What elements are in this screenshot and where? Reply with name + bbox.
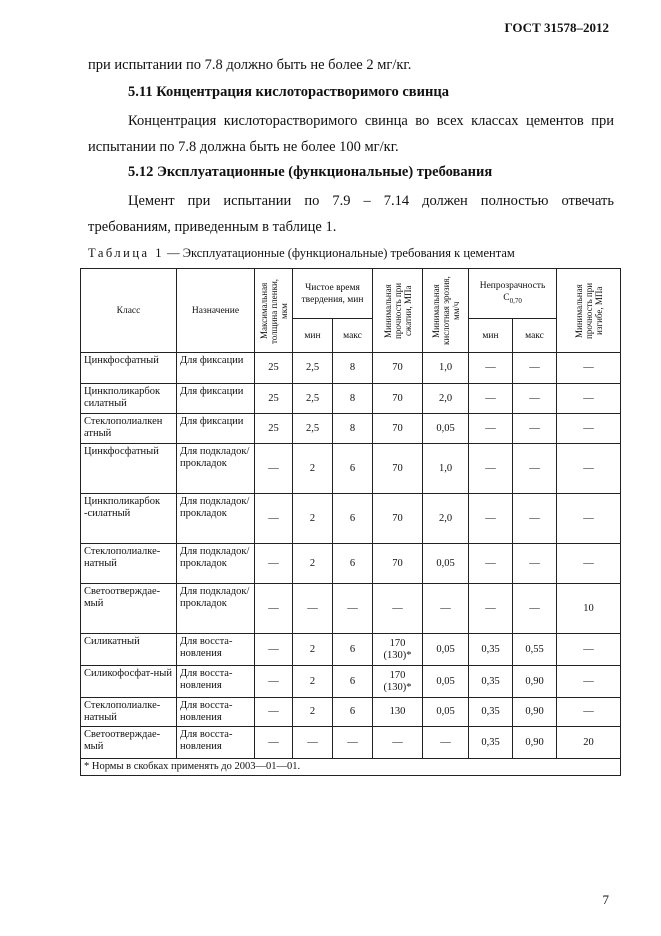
cell-value: 70: [373, 414, 423, 444]
cell-value: 6: [333, 634, 373, 666]
paragraph-requirements: Цемент при испытании по 7.9 – 7.14 должен полностью отвечать требованиям, приведенным в таблице 1.: [88, 193, 614, 235]
cell-value: 10: [557, 584, 621, 634]
cell-value: 0,05: [423, 414, 469, 444]
cell-value: —: [333, 584, 373, 634]
cell-value: —: [469, 353, 513, 384]
cell-value: 0,05: [423, 698, 469, 727]
cell-class: Цинкфосфатный: [81, 353, 177, 384]
cell-value: —: [557, 384, 621, 414]
cell-value: —: [255, 494, 293, 544]
cell-value: —: [469, 384, 513, 414]
cell-class: Стеклополиалкен атный: [81, 414, 177, 444]
cell-purpose: Для фиксации: [177, 353, 255, 384]
requirements-table: [80, 268, 621, 776]
cell-value: —: [255, 666, 293, 698]
table-caption: [88, 246, 515, 261]
header-erosion: Минимальная кислотная эрозия, мм/ч: [423, 269, 469, 353]
cell-purpose: Для подкладок/ прокладок: [177, 584, 255, 634]
section-heading-5-11: 5.11 Концентрация кислоторастворимого свинца: [128, 84, 449, 100]
cell-class: Светоотверждае-мый: [81, 584, 177, 634]
section-heading-5-12: 5.12 Эксплуатационные (функциональные) требования: [128, 164, 493, 180]
table-row: [81, 544, 621, 584]
cell-value: —: [293, 727, 333, 759]
cell-value: 20: [557, 727, 621, 759]
cell-value: —: [557, 414, 621, 444]
cell-value: 8: [333, 384, 373, 414]
cell-value: —: [373, 727, 423, 759]
cell-value: 2,0: [423, 494, 469, 544]
cell-value: 70: [373, 494, 423, 544]
cell-value: —: [557, 698, 621, 727]
header-opacity: Непрозрачность $C_{0,70}$: [469, 269, 557, 319]
cell-class: Силикофосфат-ный: [81, 666, 177, 698]
table-body: [81, 353, 621, 759]
cell-value: —: [513, 414, 557, 444]
cell-purpose: Для подкладок/ прокладок: [177, 544, 255, 584]
cell-value: 170 (130)*: [373, 634, 423, 666]
header-thickness: Максимальная толщина пленки, мкм: [255, 269, 293, 353]
cell-value: —: [333, 727, 373, 759]
cell-value: 70: [373, 353, 423, 384]
table-caption-label: Таблица 1: [88, 246, 164, 260]
cell-value: 70: [373, 544, 423, 584]
cell-purpose: Для подкладок/ прокладок: [177, 494, 255, 544]
header-compressive: Минимальная прочность при сжатии, МПа: [373, 269, 423, 353]
cell-value: —: [513, 384, 557, 414]
cell-value: —: [557, 544, 621, 584]
header-setting-min: мин: [293, 319, 333, 353]
cell-purpose: Для восста-новления: [177, 666, 255, 698]
table-row: [81, 353, 621, 384]
cell-value: 0,35: [469, 666, 513, 698]
header-setting-time: Чистое время твердения, мин: [293, 269, 373, 319]
cell-class: Силикатный: [81, 634, 177, 666]
cell-value: 2,0: [423, 384, 469, 414]
cell-value: 2: [293, 698, 333, 727]
header-class: Класс: [81, 269, 177, 353]
cell-value: 25: [255, 384, 293, 414]
cell-value: 0,90: [513, 727, 557, 759]
table-note: * Нормы в скобках применять до 2003—01—01.: [81, 759, 621, 776]
cell-value: 6: [333, 666, 373, 698]
cell-value: 2: [293, 494, 333, 544]
cell-value: —: [423, 727, 469, 759]
cell-purpose: Для фиксации: [177, 414, 255, 444]
cell-value: —: [557, 353, 621, 384]
cell-value: 2: [293, 544, 333, 584]
header-flexural: Минимальная прочность при изгибе, МПа: [557, 269, 621, 353]
table-caption-text: — Эксплуатационные (функциональные) требования к цементам: [163, 246, 515, 260]
cell-value: —: [255, 444, 293, 494]
cell-value: 6: [333, 544, 373, 584]
cell-class: Стеклополиалке-натный: [81, 698, 177, 727]
cell-value: —: [469, 584, 513, 634]
cell-value: —: [469, 544, 513, 584]
cell-value: 6: [333, 444, 373, 494]
cell-value: —: [255, 544, 293, 584]
cell-value: —: [255, 727, 293, 759]
cell-value: 6: [333, 698, 373, 727]
cell-purpose: Для фиксации: [177, 384, 255, 414]
cell-value: —: [373, 584, 423, 634]
cell-value: 0,35: [469, 727, 513, 759]
header-purpose: Назначение: [177, 269, 255, 353]
cell-value: —: [255, 698, 293, 727]
cell-value: 0,05: [423, 544, 469, 584]
cell-value: —: [255, 584, 293, 634]
cell-value: —: [557, 444, 621, 494]
cell-class: Светоотверждае-мый: [81, 727, 177, 759]
cell-class: Цинкфосфатный: [81, 444, 177, 494]
cell-value: —: [513, 353, 557, 384]
cell-value: —: [513, 544, 557, 584]
cell-value: 130: [373, 698, 423, 727]
paragraph-lead: при испытании по 7.8 должно быть не более 2 мг/кг.: [88, 57, 412, 73]
cell-value: 170 (130)*: [373, 666, 423, 698]
table-row: [81, 727, 621, 759]
cell-class: Цинкполикарбок силатный: [81, 384, 177, 414]
cell-value: 25: [255, 414, 293, 444]
cell-value: —: [513, 494, 557, 544]
header-opacity-min: мин: [469, 319, 513, 353]
cell-value: 6: [333, 494, 373, 544]
cell-value: —: [255, 634, 293, 666]
cell-value: —: [557, 666, 621, 698]
cell-value: 0,35: [469, 634, 513, 666]
cell-value: 8: [333, 353, 373, 384]
cell-class: Стеклополиалке-натный: [81, 544, 177, 584]
cell-value: —: [557, 634, 621, 666]
cell-value: 2: [293, 444, 333, 494]
paragraph-lead-concentration: Концентрация кислоторастворимого свинца во всех классах цементов при испытании по 7.8 должна быть не более 100 мг/кг.: [88, 113, 614, 155]
header-opacity-max: макс: [513, 319, 557, 353]
table-row: [81, 666, 621, 698]
cell-value: 2,5: [293, 414, 333, 444]
cell-value: —: [469, 494, 513, 544]
cell-value: —: [557, 494, 621, 544]
table-row: [81, 444, 621, 494]
cell-value: 2: [293, 666, 333, 698]
cell-purpose: Для восста-новления: [177, 727, 255, 759]
cell-purpose: Для восста-новления: [177, 698, 255, 727]
cell-class: Цинкполикарбок -силатный: [81, 494, 177, 544]
cell-value: 70: [373, 384, 423, 414]
table-row: [81, 584, 621, 634]
table-row: [81, 634, 621, 666]
cell-value: —: [513, 444, 557, 494]
cell-value: 0,35: [469, 698, 513, 727]
cell-value: 1,0: [423, 444, 469, 494]
cell-value: 0,05: [423, 666, 469, 698]
cell-value: —: [513, 584, 557, 634]
cell-value: 1,0: [423, 353, 469, 384]
cell-value: 2,5: [293, 384, 333, 414]
table-row: [81, 414, 621, 444]
cell-value: —: [293, 584, 333, 634]
cell-value: —: [423, 584, 469, 634]
page-number: 7: [602, 892, 609, 907]
cell-value: 8: [333, 414, 373, 444]
table-row: [81, 384, 621, 414]
cell-value: 70: [373, 444, 423, 494]
cell-value: 2,5: [293, 353, 333, 384]
cell-value: 0,90: [513, 698, 557, 727]
cell-value: 0,55: [513, 634, 557, 666]
table-row: [81, 494, 621, 544]
cell-value: —: [469, 414, 513, 444]
cell-value: 25: [255, 353, 293, 384]
cell-value: 0,90: [513, 666, 557, 698]
cell-purpose: Для восста-новления: [177, 634, 255, 666]
cell-value: —: [469, 444, 513, 494]
header-setting-max: макс: [333, 319, 373, 353]
cell-value: 2: [293, 634, 333, 666]
table-row: [81, 698, 621, 727]
cell-purpose: Для подкладок/ прокладок: [177, 444, 255, 494]
document-header: ГОСТ 31578–2012: [504, 20, 609, 35]
cell-value: 0,05: [423, 634, 469, 666]
